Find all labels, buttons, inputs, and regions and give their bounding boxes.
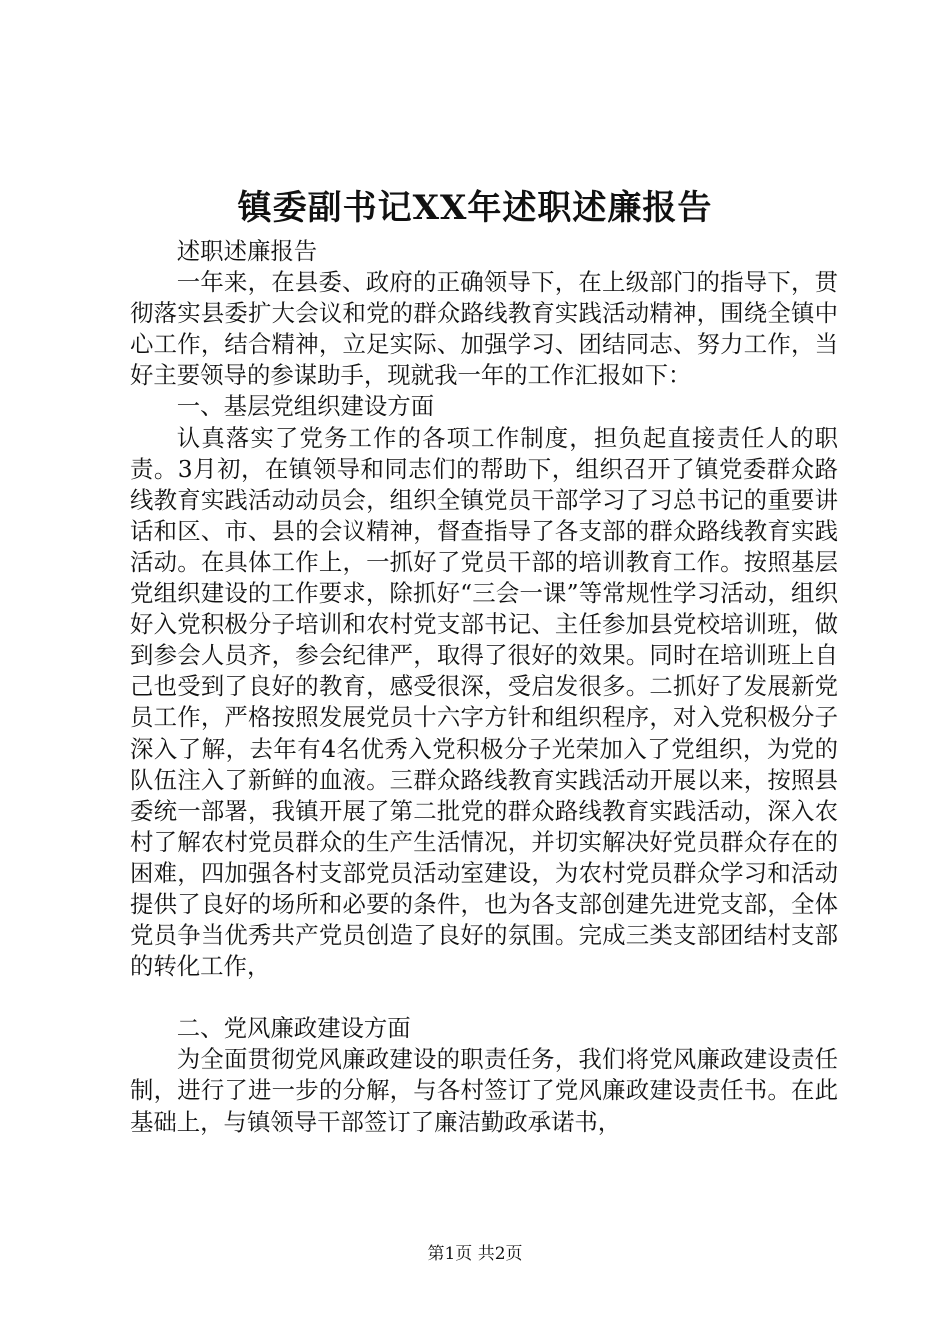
section-heading-2: 二、党风廉政建设方面 xyxy=(176,1014,411,1043)
section-1-paragraph: 认真落实了党务工作的各项工作制度，担负起直接责任人的职责。3月初，在镇领导和同志们的帮助下，组织召开了镇党委群众路线教育实践活动动员会，组织全镇党员干部学习了习总书记的重要讲话和区、市、县的会议精神，督查指导了各支部的群众路线教育实践活动。在具体工作上，一抓好了党员干部的培训教育工作。按照基层党组织建设的工作要求，除抓好“三会一课”等常规性学习活动，组织好入党积极分子培训和农村党支部书记、主任参加县党校培训班，做到参会人员齐，参会纪律严，取得了很好的效果。同时在培训班上自己也受到了良好的教育，感受很深，受启发很多。二抓好了发展新党员工作，严格按照发展党员十六字方针和组织程序，对入党积极分子深入了解，去年有4名优秀入党积极分子光荣加入了党组织，为党的队伍注入了新鲜的血液。三群众路线教育实践活动开展以来，按照县委统一部署，我镇开展了第二批党的群众路线教育实践活动，深入农村了解农村党员群众的生产生活情况，并切实解决好党员群众存在的困难，四加强各村支部党员活动室建设，为农村党员群众学习和活动提供了良好的场所和必要的条件，也为各支部创建先进党支部，全体党员争当优秀共产党员创造了良好的氛围。完成三类支部团结村支部的转化工作， xyxy=(130,423,838,981)
document-title: 镇委副书记XX年述职述廉报告 xyxy=(237,188,713,228)
intro-paragraph: 一年来，在县委、政府的正确领导下，在上级部门的指导下，贯彻落实县委扩大会议和党的群众路线教育实践活动精神，围绕全镇中心工作，结合精神，立足实际、加强学习、团结同志、努力工作，当好主要领导的参谋助手，现就我一年的工作汇报如下： xyxy=(130,268,838,390)
section-2-paragraph: 为全面贯彻党风廉政建设的职责任务，我们将党风廉政建设责任制，进行了进一步的分解，与各村签订了党风廉政建设责任书。在此基础上，与镇领导干部签订了廉洁勤政承诺书， xyxy=(130,1045,838,1136)
page-number: 第1页 共2页 xyxy=(427,1244,523,1264)
report-subtitle: 述职述廉报告 xyxy=(176,237,318,265)
section-heading-1: 一、基层党组织建设方面 xyxy=(176,392,435,421)
document-body xyxy=(130,236,838,1138)
